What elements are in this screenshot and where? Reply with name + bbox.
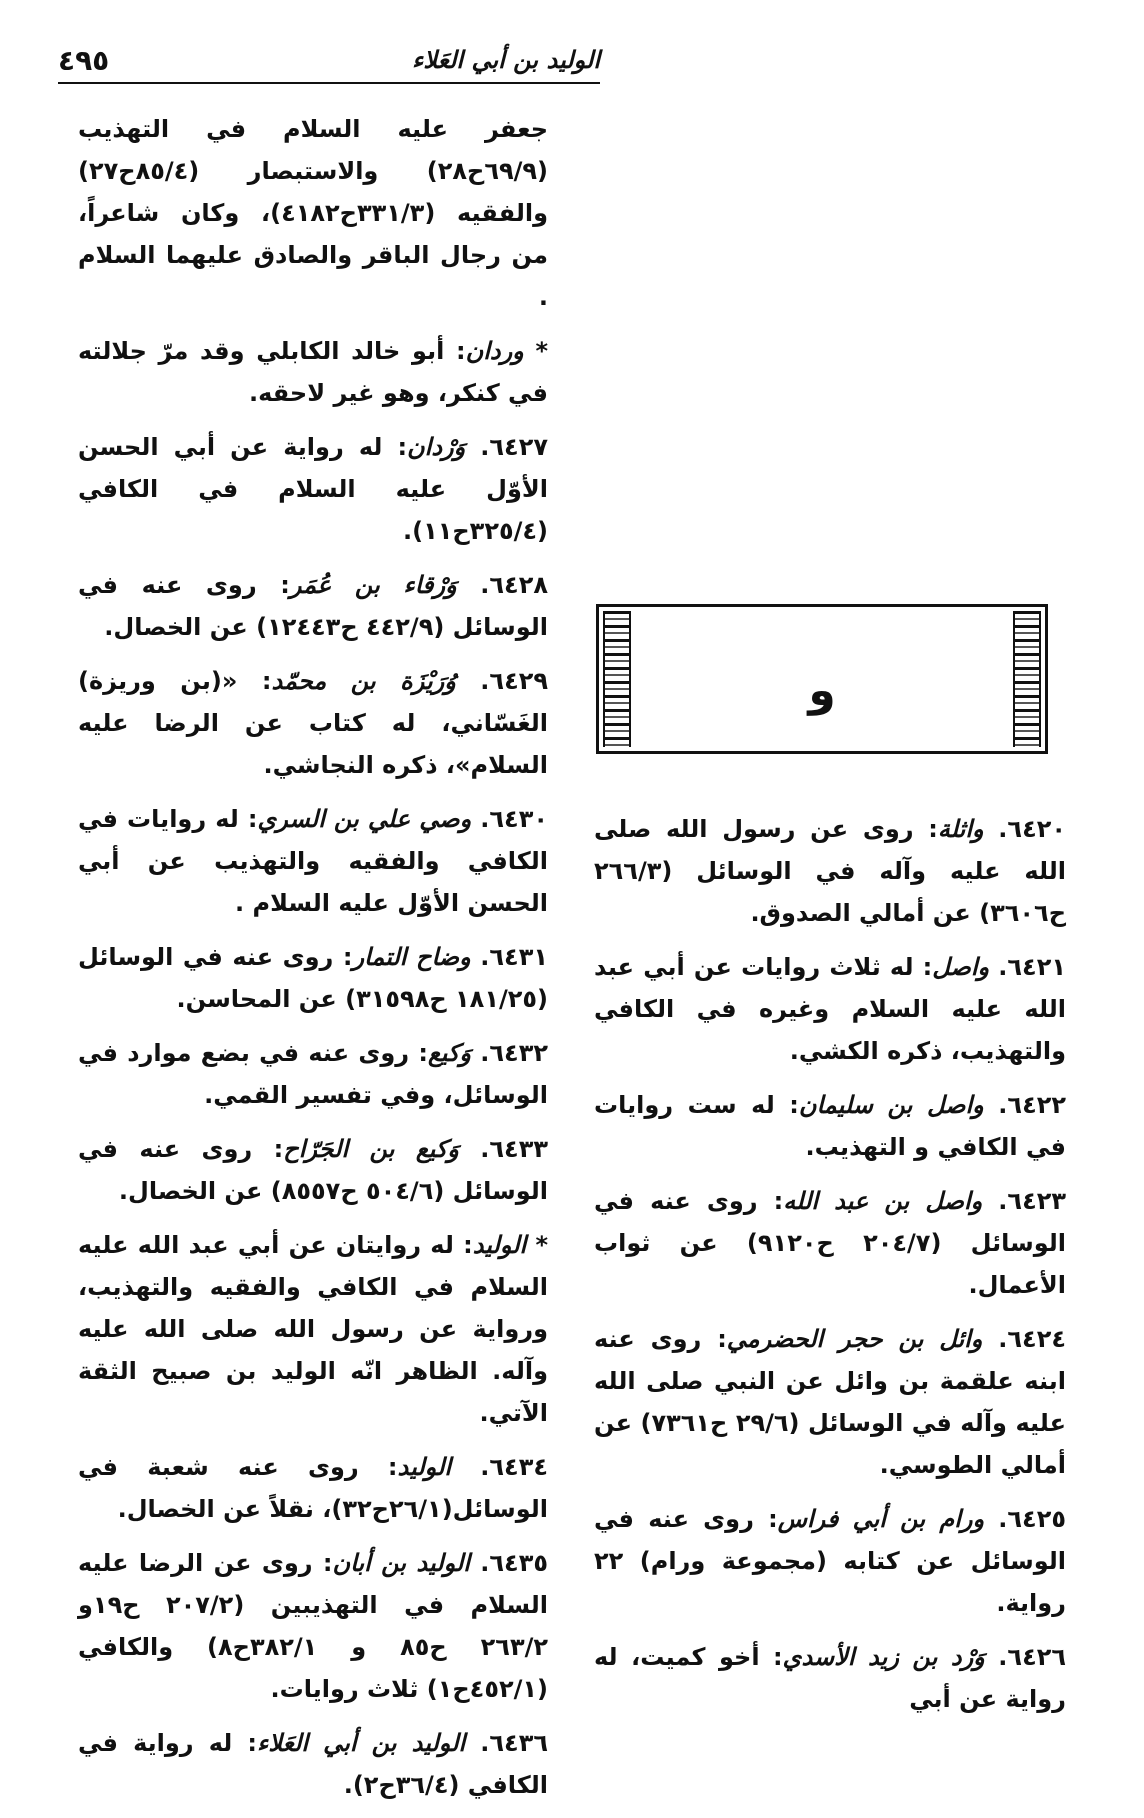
entry-number: ٦٤٣٠. xyxy=(480,805,548,833)
entry-name: وردان xyxy=(465,337,524,365)
entry-text: : له ثلاث روايات عن أبي عبد الله عليه السلام وغيره في الكافي والتهذيب، ذكره الكشي. xyxy=(594,953,1066,1065)
entry-number: ٦٤٢٩. xyxy=(480,667,549,695)
entry xyxy=(78,1722,548,1806)
entry-name: واصل بن عبد الله xyxy=(783,1187,983,1215)
entry xyxy=(78,1224,548,1434)
entry-text: : روى عنه في الوسائل (٥٠٤/٦ ح٨٥٥٧) عن الخصال. xyxy=(78,1135,548,1205)
entry xyxy=(78,660,548,786)
entry-name: وَرْدان xyxy=(407,433,466,461)
entry-number: ٦٤٣٥. xyxy=(480,1549,548,1577)
entry-text: : له رواية في الكافي (٣٦/٤ح٢). xyxy=(78,1729,548,1799)
entry-text: : له روايات في الكافي والفقيه والتهذيب عن أبي الحسن الأوّل عليه السلام . xyxy=(78,805,548,917)
entry-text: : «(بن وريزة) الغَسّاني، له كتاب عن الرضا عليه السلام»، ذكره النجاشي. xyxy=(78,667,548,779)
entry-number: ٦٤٢٢. xyxy=(998,1091,1067,1119)
entry xyxy=(78,1032,548,1116)
entry-text: : روى عنه في الوسائل عن كتابه (مجموعة ورام) ٢٢ رواية. xyxy=(594,1505,1066,1617)
entry-text: : أخو كميت، له رواية عن أبي xyxy=(594,1643,1066,1713)
entry xyxy=(594,946,1066,1072)
entry-number: ٦٤٢١. xyxy=(998,953,1066,981)
entry xyxy=(78,798,548,924)
entry-name: واصل xyxy=(932,953,990,981)
entry-name: وائل بن حجر الحضرمي xyxy=(726,1325,983,1353)
section-letter: و xyxy=(808,665,836,716)
entry-name: الوليد xyxy=(397,1453,452,1481)
entry-number: ٦٤٣٣. xyxy=(480,1135,548,1163)
entry xyxy=(78,108,548,318)
entry-text: جعفر عليه السلام في التهذيب (٦٩/٩ح٢٨) والاستبصار (٨٥/٤ح٢٧) والفقيه (٣٣١/٣ح٤١٨٢)، وكان شاعراً، من رجال الباقر والصادق عليهما السلام . xyxy=(78,115,548,311)
entry-number: ٦٤٢٥. xyxy=(998,1505,1066,1533)
entry-number: ٦٤٢٣. xyxy=(998,1187,1067,1215)
entry xyxy=(78,330,548,414)
entry-text: : روى عنه في الوسائل (٤٤٢/٩ ح١٢٤٤٣) عن الخصال. xyxy=(78,571,548,641)
entry xyxy=(594,1180,1066,1306)
entry-name: وَرْقاء بن عُمَر xyxy=(289,571,457,599)
entry xyxy=(594,808,1066,934)
entry-name: وصي علي بن السري xyxy=(257,805,472,833)
entry-number: * xyxy=(535,1231,549,1259)
entry xyxy=(78,564,548,648)
entry-name: وَرْد بن زيد الأسدي xyxy=(782,1643,985,1671)
entry-number: ٦٤٢٦. xyxy=(998,1643,1067,1671)
entry-number: ٦٤٢٨. xyxy=(480,571,548,599)
entry-number: ٦٤٣٤. xyxy=(480,1453,548,1481)
entry xyxy=(594,1498,1066,1624)
entry-number: ٦٤٢٤. xyxy=(998,1325,1066,1353)
entry-number: ٦٤٣١. xyxy=(480,943,548,971)
section-letter-box xyxy=(596,604,1048,754)
entry xyxy=(594,1318,1066,1486)
entry-name: وَكيع xyxy=(427,1039,472,1067)
entry-text: : روى عنه في الوسائل (٢٠٤/٧ ح٩١٢٠) عن ثواب الأعمال. xyxy=(594,1187,1067,1299)
entry-name: الوليد بن أبان xyxy=(332,1549,470,1577)
entry-number: ٦٤٣٢. xyxy=(480,1039,548,1067)
running-title: الوليد بن أبي العَلاء xyxy=(411,46,600,74)
entry-name: الوليد بن أبي العَلاء xyxy=(256,1729,466,1757)
entry-text: : له رواية عن أبي الحسن الأوّل عليه السلام في الكافي (٣٢٥/٤ح١١). xyxy=(78,433,548,545)
entry-text: : روى عنه شعبة في الوسائل(٢٦/١ح٣٢)، نقلاً عن الخصال. xyxy=(78,1453,548,1523)
entry xyxy=(78,936,548,1020)
entry xyxy=(78,1542,548,1710)
entry-text: : له ست روايات في الكافي و التهذيب. xyxy=(594,1091,1066,1161)
entry xyxy=(78,426,548,552)
entry-name: واصل بن سليمان xyxy=(798,1091,984,1119)
entry-name: واثلة xyxy=(937,815,984,843)
entry-name: وُرَيْزَة بن محمّد xyxy=(271,667,456,695)
entry-name: ورام بن أبي فراس xyxy=(777,1505,985,1533)
entry-number: ٦٤٢٠. xyxy=(998,815,1067,843)
entry-text: : روى عن الرضا عليه السلام في التهذيبين (٢٠٧/٢ ح١٩و ٢٦٣/٢ ح٨٥ و ٣٨٢/١ح٨) والكافي (٤٥٢/١ح١) ثلاث روايات. xyxy=(78,1549,548,1703)
entry-text: : روى عنه في بضع موارد في الوسائل، وفي تفسير القمي. xyxy=(78,1039,548,1109)
entry xyxy=(78,1128,548,1212)
entry xyxy=(594,1636,1066,1720)
entry-text: : أبو خالد الكابلي وقد مرّ جلالته في كنكر، وهو غير لاحقه. xyxy=(78,337,548,407)
entry xyxy=(78,1446,548,1530)
entry-number: ٦٤٢٧. xyxy=(480,433,548,461)
entry xyxy=(594,1084,1066,1168)
entry-name: الوليد xyxy=(472,1231,527,1259)
entry-text: : روى عنه في الوسائل (١٨١/٢٥ ح٣١٥٩٨) عن المحاسن. xyxy=(78,943,548,1013)
right-column xyxy=(594,808,1066,1732)
entry-text: : روى عنه ابنه علقمة بن وائل عن النبي صلى الله عليه وآله في الوسائل (٢٩/٦ ح٧٣٦١) عن أمالي الطوسي. xyxy=(594,1325,1066,1479)
entry-number: * xyxy=(535,337,549,365)
entry-text: : له روايتان عن أبي عبد الله عليه السلام في الكافي والفقيه والتهذيب، ورواية عن رسول الله صلى الله عليه وآله. الظاهر انّه الوليد بن صبيح الثقة الآتي. xyxy=(78,1231,548,1427)
entry-name: وَكيع بن الجَرّاح xyxy=(283,1135,459,1163)
entry-name: وضاح التمار xyxy=(352,943,471,971)
entry-number: ٦٤٣٦. xyxy=(480,1729,548,1757)
page-number: ٤٩٥ xyxy=(58,44,110,77)
entry-text: : روى عن رسول الله صلى الله عليه وآله في الوسائل (٢٦٦/٣ ح٣٦٠٦) عن أمالي الصدوق. xyxy=(594,815,1066,927)
left-column xyxy=(78,108,548,1818)
page-header xyxy=(58,40,600,84)
